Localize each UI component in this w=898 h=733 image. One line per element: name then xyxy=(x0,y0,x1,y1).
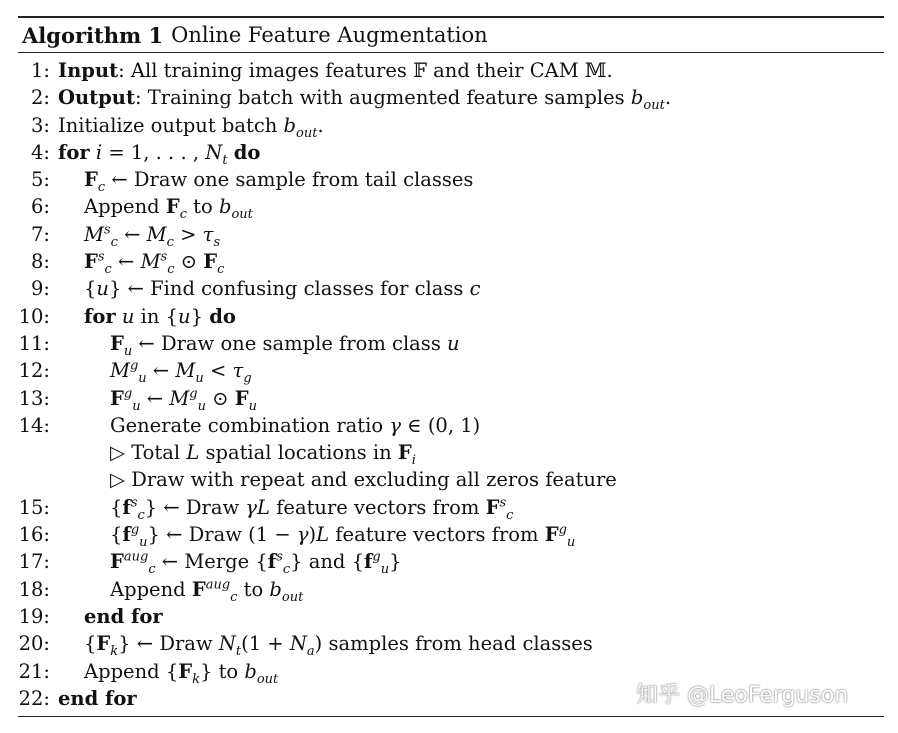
algorithm-line xyxy=(18,385,884,412)
watermark: 知乎 @LeoFerguson xyxy=(636,683,849,708)
line-number: 19: xyxy=(18,604,50,628)
line-number: 17: xyxy=(18,550,50,574)
line-code: $F^g_u$ ← $M^g_u$ ⊙ $F_u$ xyxy=(110,386,257,414)
line-number: 20: xyxy=(18,632,50,656)
line-number: 22: xyxy=(18,686,50,710)
line-code: $M^s_c$ ← $M_c > \tau_s$ xyxy=(84,222,221,250)
line-number: 12: xyxy=(18,359,50,383)
line-code: $F_c$ ← Draw one sample from tail classes xyxy=(84,168,474,196)
algorithm-line xyxy=(18,603,884,630)
line-number: 13: xyxy=(18,386,50,410)
algorithm-lines xyxy=(18,53,884,712)
line-code: $\{f^s_c\}$ ← Draw γL feature vectors from $F^s_c$ xyxy=(110,495,514,523)
algorithm-comment-line xyxy=(18,439,884,469)
algorithm-line xyxy=(18,221,884,248)
line-number: 14: xyxy=(18,413,50,437)
line-number: 4: xyxy=(31,140,50,164)
algorithm-line xyxy=(18,112,884,139)
algorithm-line xyxy=(18,275,884,302)
line-code: Input: All training images features 𝔽 and their CAM 𝕄. xyxy=(58,59,613,82)
line-code: Generate combination ratio γ ∈ (0, 1) xyxy=(110,413,481,437)
line-number: 5: xyxy=(31,168,50,192)
line-code: for u in {u} do xyxy=(84,304,236,328)
line-code: $F^{aug}_c$ ← Merge $\{f^s_c\}$ and $\{f^g_u\}$ xyxy=(110,549,402,578)
algorithm-line xyxy=(18,57,884,84)
line-number: 3: xyxy=(31,113,50,137)
line-code: end for xyxy=(58,686,137,710)
algorithm-line xyxy=(18,84,884,114)
algorithm-caption xyxy=(18,18,884,52)
line-number: 21: xyxy=(18,659,50,683)
line-code: Output: Training batch with augmented feature samples $b_{out}$. xyxy=(58,86,672,114)
algorithm-line xyxy=(18,357,884,387)
line-code: $M^g_u$ ← $M_u < \tau_g$ xyxy=(110,358,252,387)
algorithm-line xyxy=(18,521,884,548)
line-number: 15: xyxy=(18,495,50,519)
line-number: 8: xyxy=(31,250,50,274)
algorithm-line xyxy=(18,576,884,603)
algorithm-line xyxy=(18,193,884,223)
line-code: Initialize output batch $b_{out}$. xyxy=(58,113,324,141)
algorithm-line xyxy=(18,303,884,330)
line-code: $\{F_k\}$ ← Draw $N_t(1 + N_a)$ samples from head classes xyxy=(84,632,593,660)
line-code: $\{f^g_u\}$ ← Draw (1 − γ)L feature vectors from $F^g_u$ xyxy=(110,522,576,550)
line-code: Append $\{F_k\}$ to $b_{out}$ xyxy=(84,659,279,687)
line-code: end for xyxy=(84,604,163,628)
line-code: $F^s_c$ ← $M^s_c$ ⊙ $F_c$ xyxy=(84,249,225,277)
line-code: $F_u$ ← Draw one sample from class u xyxy=(110,331,460,359)
line-number: 6: xyxy=(31,195,50,219)
line-number: 18: xyxy=(18,577,50,601)
algorithm-comment-line xyxy=(18,466,884,493)
line-number: 9: xyxy=(31,277,50,301)
algorithm-box xyxy=(18,16,884,712)
line-number: 16: xyxy=(18,523,50,547)
algorithm-line xyxy=(18,330,884,357)
line-code: Append $F^{aug}_c$ to $b_{out}$ xyxy=(110,577,304,605)
line-number: 7: xyxy=(31,222,50,246)
bottom-rule xyxy=(18,716,884,717)
algorithm-line xyxy=(18,166,884,196)
line-number: 1: xyxy=(31,59,50,82)
algorithm-line xyxy=(18,412,884,439)
algorithm-line xyxy=(18,548,884,578)
line-code: Append $F_c$ to $b_{out}$ xyxy=(84,195,253,223)
algorithm-line xyxy=(18,494,884,521)
algorithm-title: Online Feature Augmentation xyxy=(171,23,488,47)
line-number: 11: xyxy=(18,331,50,355)
algorithm-line xyxy=(18,139,884,166)
line-comment: ▷ Draw with repeat and excluding all zeros feature xyxy=(110,468,617,492)
line-comment: ▷ Total L spatial locations in $F_i$ xyxy=(110,441,416,469)
line-code: {u} ← Find confusing classes for class c xyxy=(84,277,481,301)
line-number: 2: xyxy=(31,86,50,110)
line-code: for i = 1, . . . , $N_t$ do xyxy=(58,140,261,168)
algorithm-line xyxy=(18,630,884,660)
line-number: 10: xyxy=(18,304,50,328)
algorithm-label: Algorithm 1 xyxy=(22,22,164,48)
algorithm-line xyxy=(18,248,884,275)
